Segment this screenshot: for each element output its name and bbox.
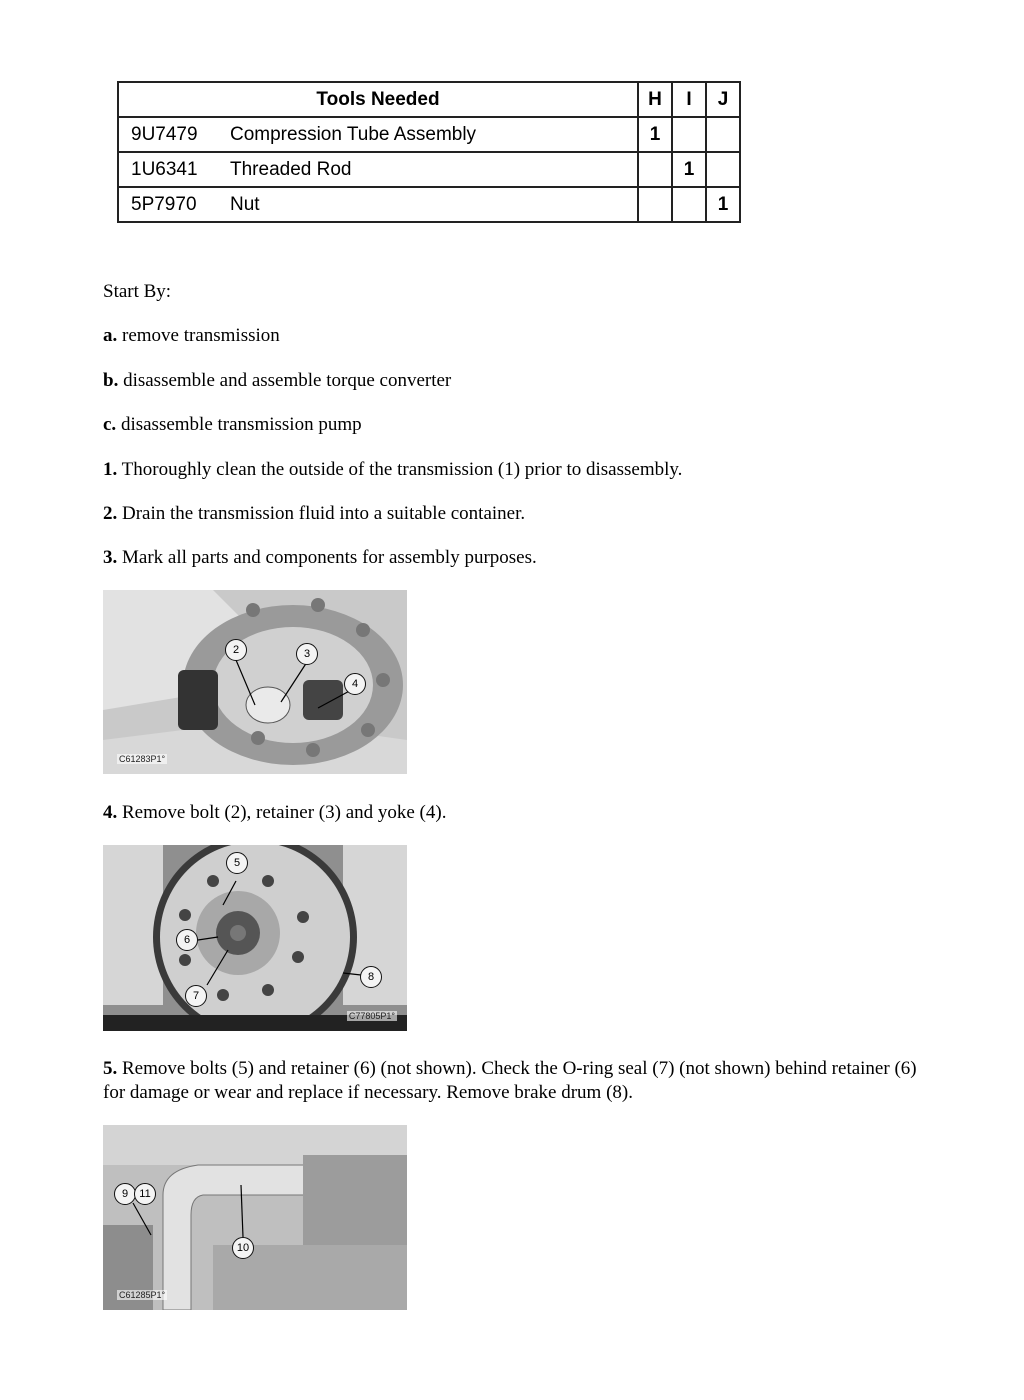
part-number: 1U6341	[118, 152, 218, 187]
qty-i	[672, 187, 706, 222]
qty-i: 1	[672, 152, 706, 187]
callout-5: 5	[226, 852, 248, 874]
step-text: Remove bolt (2), retainer (3) and yoke (4).	[117, 802, 447, 823]
callout-3: 3	[296, 643, 318, 665]
qty-j	[706, 152, 740, 187]
figure-yoke-photo	[103, 590, 407, 774]
prereq-text: disassemble and assemble torque converter	[118, 370, 452, 391]
step-number: 2.	[103, 503, 118, 524]
prereq-label: a.	[103, 325, 118, 346]
start-by-label: Start By:	[103, 281, 172, 302]
qty-h	[638, 152, 672, 187]
prereq-text: remove transmission	[117, 325, 280, 346]
table-header-row	[118, 82, 740, 117]
figure-brake-drum-photo	[103, 845, 407, 1031]
callout-6: 6	[176, 929, 198, 951]
step-number: 3.	[103, 547, 118, 568]
step-text: Remove bolts (5) and retainer (6) (not shown). Check the O-ring seal (7) (not shown) behind retainer (6) for damage or wear and replace if necessary. Remove brake drum (8).	[103, 1058, 917, 1103]
table-row	[118, 152, 740, 187]
callout-11: 11	[134, 1183, 156, 1205]
step-number: 5.	[103, 1058, 118, 1079]
qty-h: 1	[638, 117, 672, 152]
step-4	[103, 801, 923, 825]
step-text: Drain the transmission fluid into a suitable container.	[117, 503, 526, 524]
callout-10: 10	[232, 1237, 254, 1259]
part-number: 5P7970	[118, 187, 218, 222]
prereq-c	[103, 413, 923, 437]
figure-tube-photo	[103, 1125, 407, 1310]
callout-8: 8	[360, 966, 382, 988]
step-1	[103, 458, 923, 482]
step-5	[103, 1057, 923, 1105]
step-text: Mark all parts and components for assembly purposes.	[117, 547, 537, 568]
qty-j: 1	[706, 187, 740, 222]
column-j: J	[706, 82, 740, 117]
prereq-label: b.	[103, 370, 119, 391]
callout-2: 2	[225, 639, 247, 661]
brake-drum-illustration	[103, 845, 407, 1031]
qty-i	[672, 117, 706, 152]
figure-code: C77805P1°	[348, 1011, 395, 1021]
column-i: I	[672, 82, 706, 117]
prereq-b	[103, 369, 923, 393]
figure-code: C61285P1°	[119, 1290, 166, 1300]
callout-9: 9	[114, 1183, 136, 1205]
tube-illustration	[103, 1125, 407, 1310]
prereq-text: disassemble transmission pump	[116, 414, 362, 435]
part-description: Threaded Rod	[218, 152, 638, 187]
step-number: 4.	[103, 802, 118, 823]
step-number: 1.	[103, 459, 118, 480]
column-h: H	[638, 82, 672, 117]
callout-7: 7	[185, 985, 207, 1007]
part-description: Nut	[218, 187, 638, 222]
table-row	[118, 117, 740, 152]
prereq-a	[103, 324, 923, 348]
figure-code: C61283P1°	[119, 754, 166, 764]
qty-h	[638, 187, 672, 222]
prereq-label: c.	[103, 414, 117, 435]
table-row	[118, 187, 740, 222]
part-description: Compression Tube Assembly	[218, 117, 638, 152]
step-text: Thoroughly clean the outside of the transmission (1) prior to disassembly.	[117, 459, 683, 480]
tools-needed-table	[117, 81, 741, 223]
callout-4: 4	[344, 673, 366, 695]
table-title: Tools Needed	[118, 82, 638, 117]
step-2	[103, 502, 923, 526]
step-3	[103, 546, 923, 570]
qty-j	[706, 117, 740, 152]
part-number: 9U7479	[118, 117, 218, 152]
